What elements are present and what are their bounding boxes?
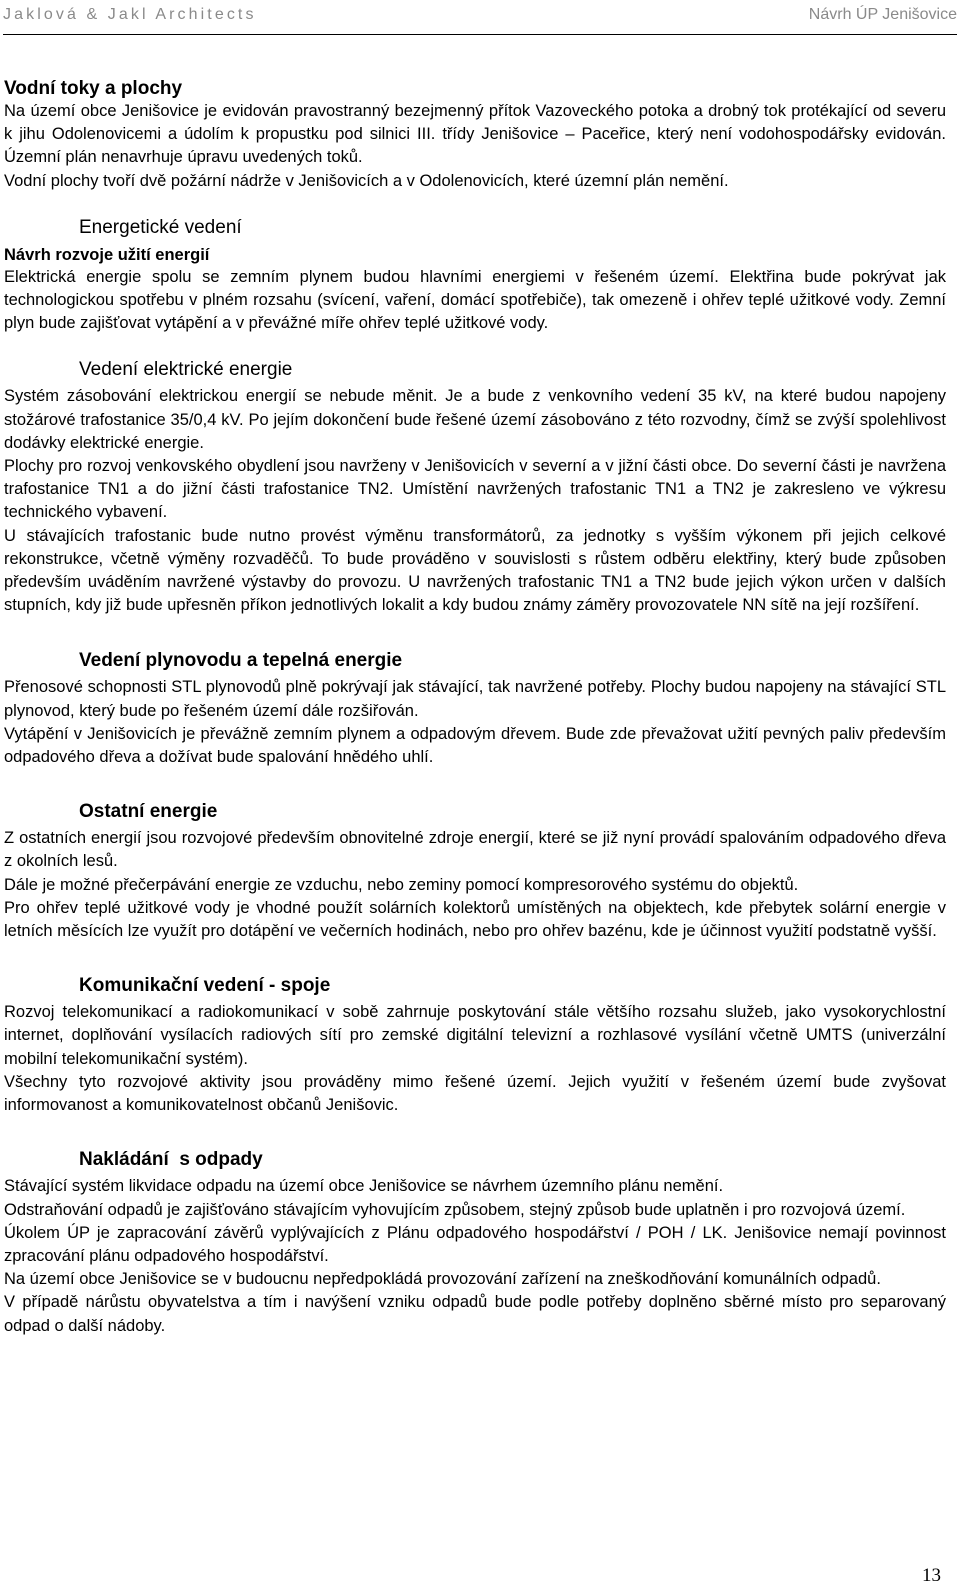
section-water (4, 78, 946, 193)
paragraph: Z ostatních energií jsou rozvojové především obnovitelné zdroje energií, které se již nyní provádí spalováním odpadového dřeva z okolních lesů. (4, 829, 946, 871)
paragraph: V případě nárůstu obyvatelstva a tím i navýšení vzniku odpadů bude podle potřeby doplněno sběrné místo pro separovaný odpad o další nádoby. (4, 1293, 946, 1335)
paragraph: Úkolem ÚP je zapracování závěrů vyplývajících z Plánu odpadového hospodářství / POH / LK. Jenišovice nemají povinnost zpracování plánu odpadového hospodářství. (4, 1223, 946, 1265)
section-other (4, 801, 946, 943)
section-subtitle-energy: Návrh rozvoje užití energií (4, 245, 210, 264)
page-header (3, 4, 957, 35)
paragraph: Všechny tyto rozvojové aktivity jsou prováděny mimo řešené území. Jejich využití v řešeném území bude zvyšovat informovanost a komunikovatelnost občanů Jenišovic. (4, 1072, 946, 1115)
section-title-energy: Energetické vedení (79, 216, 242, 238)
page-number: 13 (922, 1565, 941, 1586)
header-document-title: Návrh ÚP Jenišovice (808, 6, 957, 23)
paragraph: Elektrická energie spolu se zemním plynem budou hlavními energiemi v řešeném území. Elektřina bude pokrývat jak technologickou spotřebu v plném rozsahu (svícení, vaření, domácí spotřebiče), tak omezeně i ohřev teplé užitkové vody. Zemní plyn bude zajišťovat vytápění a v převážné míře ohřev teplé užitkové vody. (4, 267, 946, 333)
paragraph: Na území obce Jenišovice je evidován pravostranný bezejmenný přítok Vazoveckého potoka a drobný tok protékající od severu k jihu Odolenovicemi a údolím k propustku pod silnici III. třídy Jenišovice – Paceřice, který není vodohospodářsky evidován. Územní plán nenavrhuje úpravu uvedených toků. (4, 102, 946, 167)
section-title-water: Vodní toky a plochy (4, 78, 183, 99)
paragraph: Vytápění v Jenišovicích je převážně zemním plynem a odpadovým dřevem. Bude zde převažovat užití pevných paliv především odpadového dřeva a dožívat bude spalování hnědého uhlí. (4, 724, 946, 767)
section-energy (4, 217, 946, 336)
paragraph: Stávající systém likvidace odpadu na území obce Jenišovice se návrhem územního plánu nemění. (4, 1177, 724, 1196)
paragraph: Dále je možné přečerpávání energie ze vzduchu, nebo zeminy pomocí kompresorového systému do objektů. (4, 875, 799, 894)
section-title-gas: Vedení plynovodu a tepelná energie (79, 650, 403, 672)
paragraph: Rozvoj telekomunikací a radiokomunikací v sobě zahrnuje poskytování stále většího rozsahu služeb, jako vysokorychlostní internet, doplňování vysílacích radiových sítí pro zemské digitální televizní a rozhlasové vysílání včetně UMTS (univerzální mobilní telekomunikační systém). (4, 1003, 946, 1068)
section-electric (4, 359, 946, 617)
paragraph: Vodní plochy tvoří dvě požární nádrže v Jenišovicích a v Odolenovicích, které územní plán nemění. (4, 171, 729, 190)
paragraph: Systém zásobování elektrickou energií se nebude měnit. Je a bude z venkovního vedení 35 kV, na které budou napojeny stožárové trafostanice 35/0,4 kV. Po jejím dokončení bude řešené území zásobováno z této rozvodny, čímž se zvýší spolehlivost dodávky elektrické energie. (4, 387, 946, 452)
paragraph: Na území obce Jenišovice se v budoucnu nepředpokládá provozování zařízení na zneškodňování komunálních odpadů. (4, 1270, 881, 1289)
paragraph: Odstraňování odpadů je zajišťováno stávajícím vyhovujícím způsobem, stejný způsob bude uplatněn i pro rozvojová území. (4, 1200, 906, 1219)
section-title-waste: Nakládání s odpady (79, 1149, 263, 1171)
paragraph: U stávajících trafostanic bude nutno provést výměnu transformátorů, za jednotky s vyšším výkonem při jejich celkové rekonstrukce, včetně výměny rozvaděčů. To bude prováděno v souvislosti s růstem odběru elektřiny, který bude způsoben především uváděním navržené výstavby do provozu. U navržených trafostanic TN1 a TN2 bude jejich výkon určen v dalších stupních, kdy již bude upřesněn příkon jednotlivých lokalit a kdy budou známy záměry provozovatele NN sítě na její rozšíření. (4, 526, 946, 615)
document-body (4, 78, 946, 1338)
section-title-other: Ostatní energie (79, 801, 218, 823)
section-title-electric: Vedení elektrické energie (79, 359, 293, 381)
paragraph: Pro ohřev teplé užitkové vody je vhodné použít solárních kolektorů umístěných na objektech, kde přebytek solární energie v letních měsících lze využít pro dotápění ve večerních hodinách, nebo pro ohřev bazénu, kde je účinnost využití podstatně vyšší. (4, 898, 946, 941)
section-waste (4, 1149, 946, 1337)
section-communication (4, 975, 946, 1117)
section-title-communication: Komunikační vedení - spoje (79, 975, 331, 997)
paragraph: Přenosové schopnosti STL plynovodů plně pokrývají jak stávající, tak navržené potřeby. Plochy budou napojeny na stávající STL plynovod, který bude po řešeném území dále rozšiřován. (4, 678, 946, 720)
header-company: Jaklová & Jakl Architects (3, 6, 257, 23)
section-gas (4, 650, 946, 769)
paragraph: Plochy pro rozvoj venkovského obydlení jsou navrženy v Jenišovicích v severní a v jižní části obce. Do severní části je navržena trafostanice TN1 a do jižní části trafostanice TN2. Umístění navržených trafostanic TN1 a TN2 je zakresleno ve výkresu technického vybavení. (4, 457, 946, 522)
